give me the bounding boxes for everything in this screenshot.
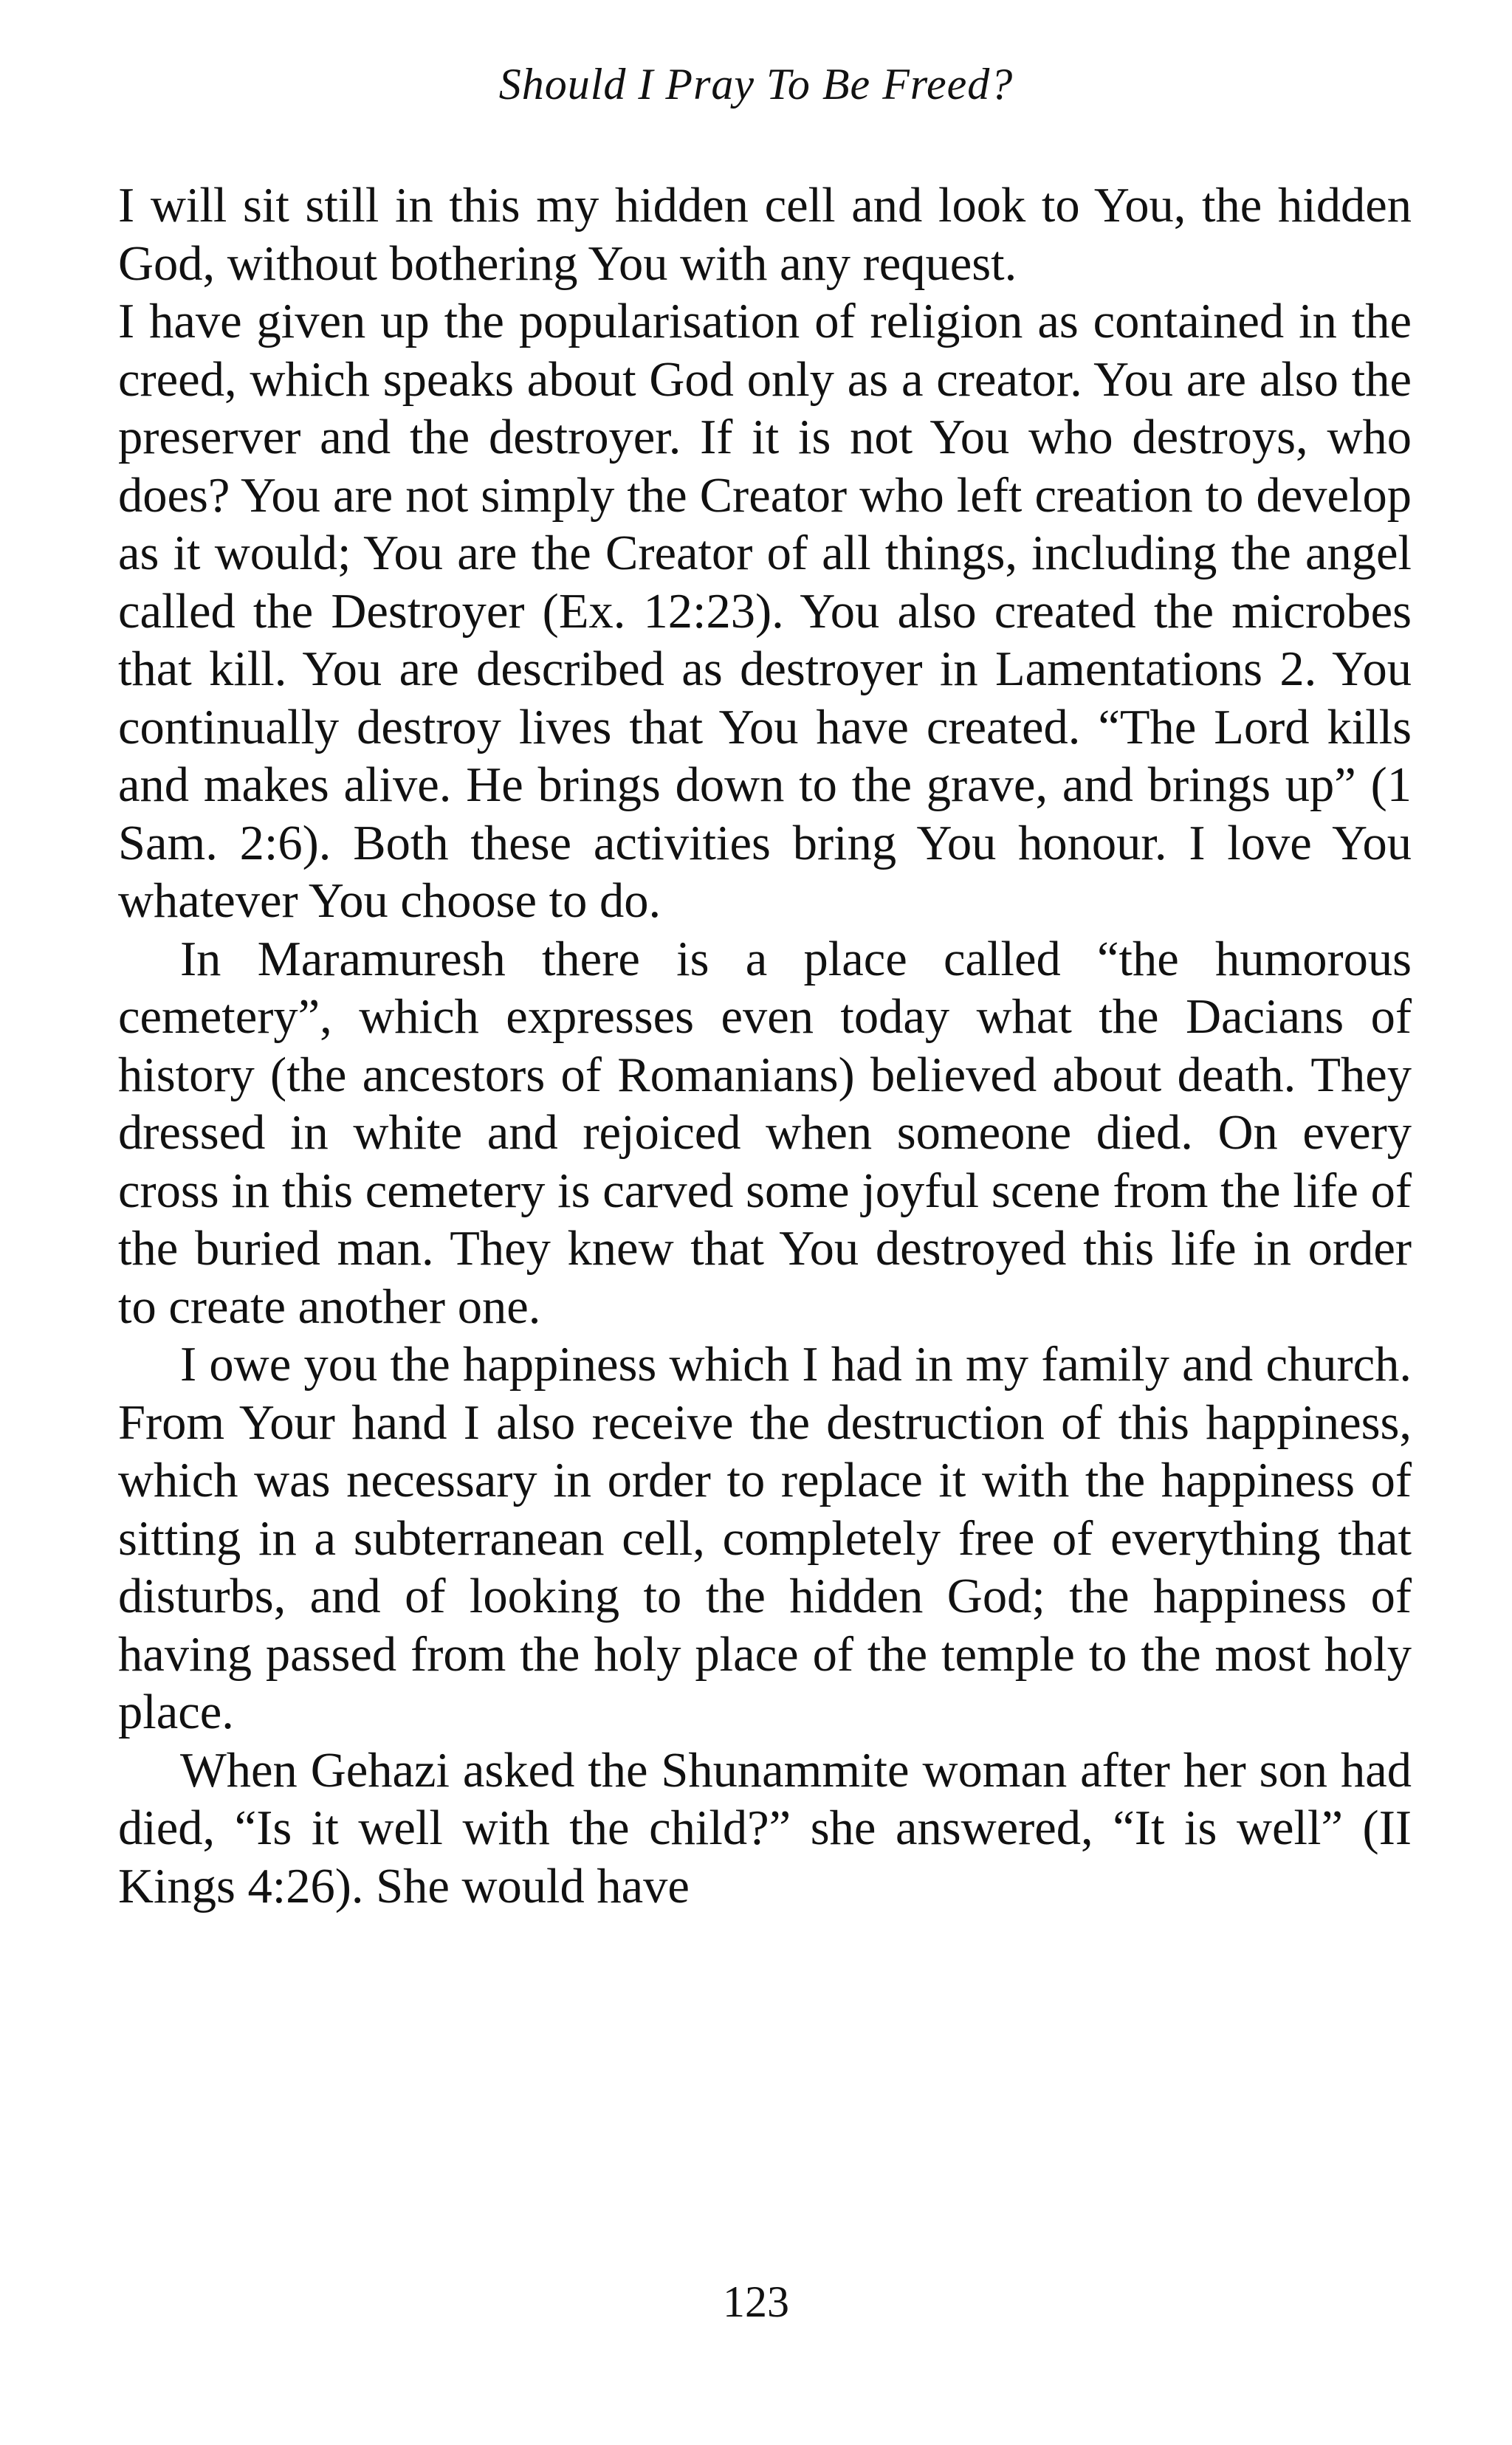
body-text	[118, 177, 1412, 1916]
running-head: Should I Pray To Be Freed?	[498, 60, 1014, 109]
paragraph: I have given up the popularisation of religion as contained in the creed, which speaks about God only as a creator. You are also the preserver and the destroyer. If it is not You who destroys, who does? You are not simply the Creator who left creation to develop as it would; You are the Creator of all things, including the angel called the Destroyer (Ex. 12:23). You also created the microbes that kill. You are described as destroyer in Lamentations 2. You continually destroy lives that You have created. “The Lord kills and makes alive. He brings down to the grave, and brings up” (1 Sam. 2:6). Both these activities bring You honour. I love You whatever You choose to do.	[118, 295, 1412, 928]
paragraph: I owe you the happiness which I had in my family and church. From Your hand I also receive the destruction of this happiness, which was necessary in order to replace it with the happiness of sitting in a subterranean cell, completely free of everything that disturbs, and of looking to the hidden God; the happiness of having passed from the holy place of the temple to the most holy place.	[118, 1338, 1412, 1739]
page-number: 123	[723, 2277, 789, 2326]
paragraph: In Maramuresh there is a place called “the humorous cemetery”, which expresses even today what the Dacians of history (the ancestors of Romanians) believed about death. They dressed in white and rejoiced when someone died. On every cross in this cemetery is carved some joyful scene from the life of the buried man. They knew that You destroyed this life in order to create another one.	[118, 932, 1412, 1334]
paragraph: When Gehazi asked the Shunammite woman after her son had died, “Is it well with the child?” she answered, “It is well” (II Kings 4:26). She would have	[118, 1743, 1412, 1913]
paragraph: I will sit still in this my hidden cell and look to You, the hidden God, without bothering You with any request.	[118, 179, 1412, 291]
